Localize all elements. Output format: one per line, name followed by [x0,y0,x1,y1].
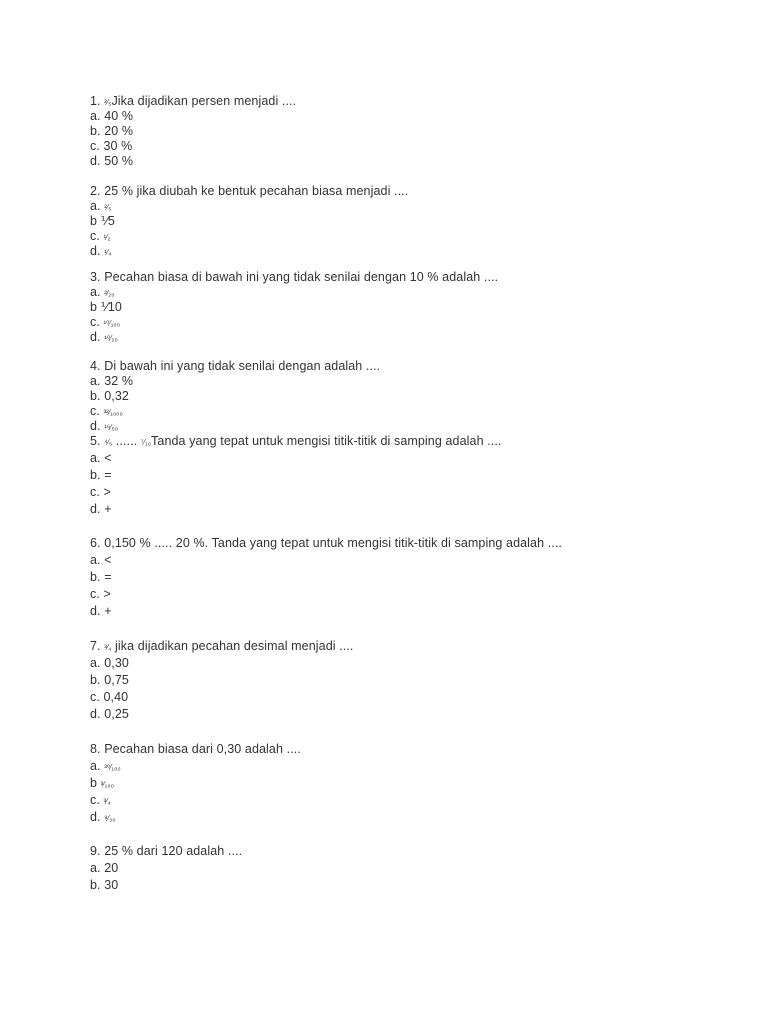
question-7-option-b [90,673,129,688]
fraction: ²⁄₅ [104,202,112,212]
question-3-option-b [90,300,122,315]
question-5-stem [90,434,502,450]
fraction: ⁹⁄₃₀ [104,813,116,823]
text-run: 5. [90,434,105,448]
question-8-option-b [90,776,114,792]
text-run: 3. Pecahan biasa di bawah ini yang tidak senilai dengan 10 % adalah .... [90,270,499,284]
text-run: a. 20 [90,861,119,875]
fraction: ¹⁄₂ [103,232,111,242]
text-run: b ⅟10 [90,300,122,314]
question-4-stem [90,359,380,374]
text-run: 6. 0,150 % ..... 20 %. Tanda yang tepat untuk mengisi titik-titik di samping adalah .... [90,536,563,550]
question-3-option-a [90,285,115,301]
question-2-stem [90,184,408,199]
question-3-stem [90,270,498,285]
fraction: ²⁄₂₀ [104,288,115,298]
question-2-option-c [90,229,111,245]
text-run: c. 30 % [90,139,133,153]
text-run: a. 32 % [90,374,134,388]
text-run: a. 40 % [90,109,134,123]
question-4-option-a [90,374,133,389]
question-6-option-a [90,553,112,568]
text-run: a. 0,30 [90,656,129,670]
question-8-stem [90,742,301,757]
question-2-option-a [90,199,111,215]
text-run: c. > [90,587,111,601]
question-7-stem [90,639,354,655]
text-run: d. [90,419,105,433]
question-6-option-b [90,570,112,585]
question-5-option-d [90,502,112,517]
question-6-option-d [90,604,112,619]
fraction: ¹⁰⁄₂₀ [104,333,118,343]
question-9-option-b [90,878,118,893]
question-7-option-a [90,656,129,671]
question-1-option-a [90,109,133,124]
text-run: d. + [90,604,112,618]
question-4-option-b [90,389,129,404]
question-9-option-a [90,861,118,876]
fraction: ³⁄₄ [104,642,112,652]
text-run: 9. 25 % dari 120 adalah .... [90,844,243,858]
text-run: d. 50 % [90,154,134,168]
text-run: c. [90,315,104,329]
text-run: d. [90,244,105,258]
question-1-option-c [90,139,132,154]
fraction: ³⁄₄ [103,796,111,806]
question-2-option-d [90,244,111,260]
question-5-option-c [90,485,111,500]
fraction: ⁷⁄₁₀ [140,437,152,447]
text-run: a. [90,285,105,299]
text-run: Tanda yang tepat untuk mengisi titik-titik di samping adalah .... [151,434,502,448]
text-run: b [90,776,101,790]
text-run: c. 0,40 [90,690,129,704]
text-run: d. [90,330,105,344]
question-5-option-a [90,451,112,466]
question-7-option-d [90,707,129,722]
text-run: c. > [90,485,111,499]
text-run: b ⅟5 [90,214,115,228]
text-run: b. 20 % [90,124,134,138]
fraction: ¹⁶⁄₅₀ [104,422,119,432]
text-run: b. 0,32 [90,389,129,403]
text-run: c. [90,404,104,418]
text-run: ...... [112,434,141,448]
question-3-option-c [90,315,120,331]
fraction: ¹⁰⁄₁₀₀ [103,318,121,328]
text-run: b. 0,75 [90,673,129,687]
text-run: d. [90,810,105,824]
text-run: 1. [90,94,105,108]
text-run: a. [90,759,105,773]
question-5-option-b [90,468,112,483]
text-run: b. = [90,468,112,482]
text-run: c. [90,793,104,807]
text-run: d. + [90,502,112,516]
question-9-stem [90,844,242,859]
question-8-option-d [90,810,116,826]
question-2-option-b [90,214,115,229]
text-run: a. [90,199,105,213]
fraction: ²⁄₅ [104,97,112,107]
text-run: 7. [90,639,105,653]
text-run: a. < [90,451,112,465]
text-run: c. [90,229,104,243]
fraction: ⁴⁄₅ [104,437,113,447]
question-8-option-a [90,759,121,775]
text-run: b. 30 [90,878,119,892]
question-8-option-c [90,793,111,809]
question-1-stem [90,94,296,110]
fraction: ³⁰⁄₁₀₀ [104,762,121,772]
text-run: 8. Pecahan biasa dari 0,30 adalah .... [90,742,301,756]
question-4-option-c [90,404,123,420]
fraction: ³²⁄₁₀₀₀ [103,407,123,417]
text-run: 2. 25 % jika diubah ke bentuk pecahan biasa menjadi .... [90,184,409,198]
question-6-stem [90,536,562,551]
text-run: b. = [90,570,112,584]
fraction: ³⁄₁₀₀ [100,779,114,789]
text-run: jika dijadikan pecahan desimal menjadi .... [111,639,354,653]
text-run: Jika dijadikan persen menjadi .... [111,94,297,108]
fraction: ¹⁄₄ [104,247,112,257]
question-3-option-d [90,330,118,346]
question-7-option-c [90,690,128,705]
question-1-option-b [90,124,133,139]
question-4-option-d [90,419,118,435]
question-6-option-c [90,587,111,602]
question-1-option-d [90,154,133,169]
text-run: 4. Di bawah ini yang tidak senilai dengan adalah .... [90,359,381,373]
text-run: a. < [90,553,112,567]
text-run: d. 0,25 [90,707,129,721]
